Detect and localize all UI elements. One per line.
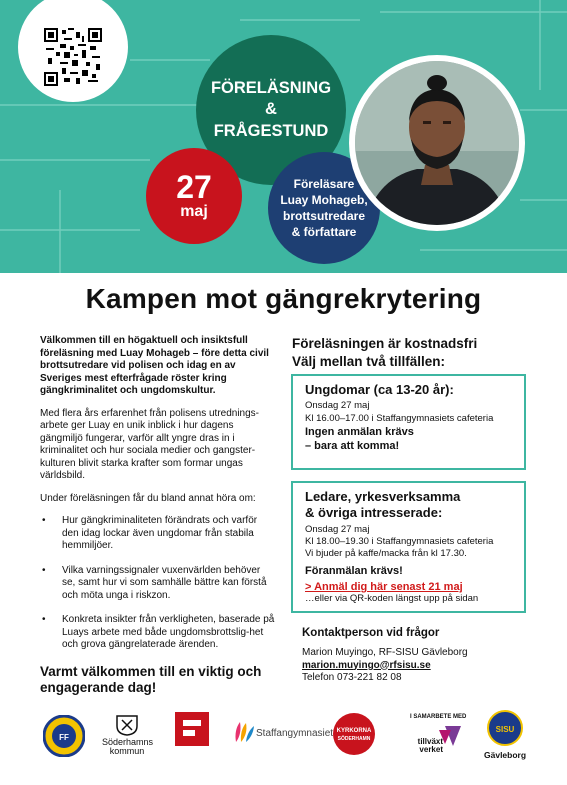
date-circle xyxy=(146,148,242,244)
speaker-photo xyxy=(349,55,525,231)
soderhamns-kommun-crest-icon xyxy=(115,714,139,736)
adult-session-box xyxy=(291,481,526,613)
adult-time: Kl 18.00–19.30 i Staffangymnasiets cafeteria xyxy=(305,535,494,547)
list-item xyxy=(40,565,275,603)
event-type-line-3: FRÅGESTUND xyxy=(213,121,329,140)
speaker-line-4: & författare xyxy=(291,225,357,240)
experience-paragraph: Med flera års erfarenhet från polisens utrednings-arbete ger Luay en unik inblick i hur dagens gängmiljö fungerar, varför allt yngre dras in i kriminalitet och hur sociala medier och gangster-kulturen blivit starka krafter som formar ungas världsbild. xyxy=(40,407,260,481)
svg-text:KYRKORNA: KYRKORNA xyxy=(336,728,372,734)
svg-text:FF: FF xyxy=(59,733,69,742)
contact-heading: Kontaktperson vid frågor xyxy=(302,627,440,639)
list-item-text: Konkreta insikter från verkligheten, baserade på Luays arbete med både ungdomsbrottslig-het och grova gängrelaterade ärenden. xyxy=(62,614,275,650)
welcome-text: Varmt välkommen till en viktig och engagerande dag! xyxy=(40,663,262,696)
contact-section xyxy=(302,627,532,685)
adult-heading-2: & övriga intresserade: xyxy=(305,505,443,521)
list-item-text: Vilka varningssignaler vuxenvärlden behöver se, samt hur vi som samhälle bättre kan förstå och möta unga i riskzon. xyxy=(62,564,267,601)
bullet-icon: • xyxy=(42,515,46,526)
soderhamns-ff-logo xyxy=(43,715,85,757)
svg-text:SISU: SISU xyxy=(495,725,515,734)
speaker-line-3: brottsutredare xyxy=(282,209,365,223)
adult-date: Onsdag 27 maj xyxy=(305,523,370,535)
topics-list xyxy=(40,515,275,652)
youth-just-come: – bara att komma! xyxy=(305,440,400,453)
event-type-line-2: & xyxy=(265,100,277,119)
hero-banner xyxy=(0,0,567,273)
bullet-icon: • xyxy=(42,614,46,625)
date-day: 27 xyxy=(176,169,212,206)
page-title: Kampen mot gängrekrytering xyxy=(85,283,482,314)
list-item xyxy=(40,614,275,652)
bullet-icon: • xyxy=(42,564,46,576)
folkbildning-logo xyxy=(175,712,209,754)
qr-note: …eller via QR-koden längst upp på sidan xyxy=(305,592,479,604)
contact-phone: Telefon 073-221 82 08 xyxy=(302,672,402,683)
kommun-name: Söderhamns kommun xyxy=(102,737,154,757)
qr-code-icon[interactable] xyxy=(44,28,102,86)
free-notice: Föreläsningen är kostnadsfri xyxy=(292,336,478,351)
date-month: maj xyxy=(180,203,208,221)
gavleborg-label: Gävleborg xyxy=(484,750,527,760)
registration-link[interactable]: > Anmäl dig här senast 21 maj xyxy=(305,580,463,593)
tillvaxtverket-name: tillväxt verket xyxy=(417,737,443,754)
partner-logos xyxy=(0,700,567,780)
youth-time: Kl 16.00–17.00 i Staffangymnasiets cafeteria xyxy=(305,412,494,424)
list-item-text: Hur gängkriminaliteten förändrats och varför den idag lockar även ungdomar från stabila hemmiljöer. xyxy=(62,515,258,551)
adult-heading-1: Ledare, yrkesverksamma xyxy=(305,489,461,504)
intro-paragraph: Välkommen till en högaktuell och insiktsfull föreläsning med Luay Mohageb – före detta civil brottsutredare vid polisen och idag en av Sveriges mest efterfrågade röster kring gängkriminalitet och ungdomskultur. xyxy=(40,335,269,396)
topics-intro: Under föreläsningen får du bland annat höra om: xyxy=(40,492,256,504)
staffangymnasiet-logo-icon xyxy=(232,720,256,744)
description-column xyxy=(40,335,275,707)
youth-heading: Ungdomar (ca 13-20 år): xyxy=(305,382,454,397)
samarbete-label: I SAMARBETE MED xyxy=(410,714,467,720)
youth-date: Onsdag 27 maj xyxy=(305,400,370,412)
adult-registration-required: Föranmälan krävs! xyxy=(305,564,403,577)
speaker-line-1: Föreläsare xyxy=(293,176,355,191)
speaker-portrait-icon xyxy=(355,61,519,225)
rf-sisu-logo xyxy=(487,710,523,746)
svg-text:SÖDERHAMN: SÖDERHAMN xyxy=(337,736,371,742)
kyrkorna-logo xyxy=(332,712,376,756)
adult-coffee: Vi bjuder på kaffe/macka från kl 17.30. xyxy=(305,548,467,560)
staffangymnasiet-name: Staffangymnasiet xyxy=(256,728,334,739)
youth-no-registration: Ingen anmälan krävs xyxy=(305,425,414,438)
contact-name: Marion Muyingo, RF-SISU Gävleborg xyxy=(302,647,468,658)
youth-session-box xyxy=(291,374,526,470)
speaker-line-2: Luay Mohageb, xyxy=(280,192,368,207)
list-item xyxy=(40,515,275,553)
sessions-column xyxy=(292,335,532,370)
contact-email-link[interactable]: marion.muyingo@rfsisu.se xyxy=(302,659,431,671)
event-type-line-1: FÖRELÄSNING xyxy=(210,78,332,97)
choose-session: Välj mellan två tillfällen: xyxy=(292,353,446,369)
